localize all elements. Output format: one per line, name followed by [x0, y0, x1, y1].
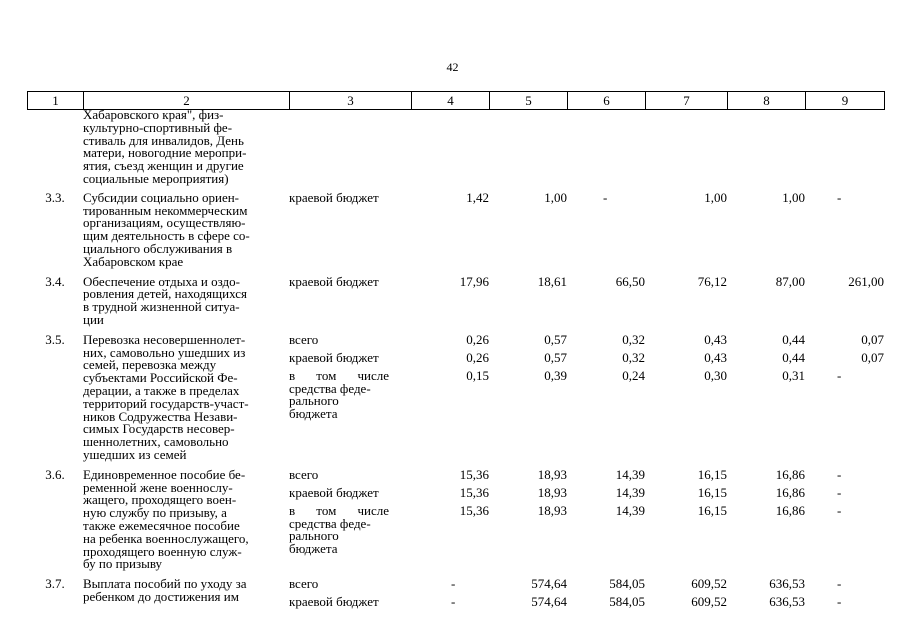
row-description [83, 109, 289, 186]
header-col-4: 4 [412, 92, 490, 110]
cell-value: 609,52 [691, 594, 727, 610]
cell-value: 1,42 [466, 189, 489, 205]
description-line: в трудной жизненной ситуа- [83, 299, 240, 315]
row-description [83, 273, 289, 327]
cell-value: 0,57 [544, 349, 567, 365]
cell-value: 0,26 [466, 331, 489, 347]
cell-value: - [451, 594, 456, 610]
cell-value: - [837, 594, 842, 610]
description-line: ребенком до достижения им [83, 588, 239, 604]
cell-value: 0,32 [622, 331, 645, 347]
description-line: ников Содружества Незави- [83, 408, 238, 424]
header-col-9: 9 [806, 92, 885, 110]
federal-label-line: бюджета [289, 406, 338, 422]
description-line: ушедших из семей [83, 446, 187, 462]
cell-value: 0,44 [782, 349, 805, 365]
row-number: 3.5. [45, 331, 65, 347]
description-line: территорий государств-участ- [83, 395, 249, 411]
value-col-6 [567, 331, 645, 462]
source-label: всего [289, 576, 319, 592]
source-label: краевой бюджет [289, 189, 379, 205]
cell-value: 584,05 [609, 594, 645, 610]
value-col-4 [411, 466, 489, 571]
cell-value: 574,64 [531, 576, 567, 592]
cell-value: - [451, 576, 456, 592]
value-col-4 [411, 189, 489, 269]
cell-value: 16,86 [775, 466, 805, 482]
description-line: ции [83, 311, 104, 327]
value-col-6 [567, 189, 645, 269]
funding-source [289, 273, 411, 327]
description-line: ровления детей, находящихся [83, 286, 247, 302]
value-col-5 [489, 189, 567, 269]
cell-value: 76,12 [697, 273, 727, 289]
cell-value: 14,39 [615, 466, 645, 482]
description-line: циального обслуживания в [83, 240, 233, 256]
page-number: 42 [446, 60, 459, 74]
federal-label-line: в том числе [289, 367, 389, 383]
header-col-5: 5 [490, 92, 568, 110]
value-col-8 [727, 578, 805, 614]
federal-label-line: средства феде- [289, 380, 371, 396]
value-col-7 [645, 331, 727, 462]
table-row [27, 334, 884, 462]
cell-value: 18,93 [537, 484, 567, 500]
value-col-5 [489, 331, 567, 462]
cell-value: - [837, 484, 842, 500]
cell-value: 609,52 [691, 576, 727, 592]
value-col-4 [411, 273, 489, 327]
cell-value: - [837, 367, 842, 383]
description-line: щим деятельность в сфере со- [83, 228, 250, 244]
value-col-7 [645, 273, 727, 327]
description-line: Обеспечение отдыха и оздо- [83, 273, 240, 289]
cell-value: 18,93 [537, 502, 567, 518]
row-number: 3.3. [45, 189, 65, 205]
header-col-6: 6 [568, 92, 646, 110]
cell-value: 0,57 [544, 331, 567, 347]
cell-value: - [603, 189, 608, 205]
federal-label-line: в том числе [289, 502, 389, 518]
description-line: организациям, осуществляю- [83, 215, 246, 231]
cell-value: 15,36 [459, 502, 489, 518]
cell-value: 261,00 [848, 273, 884, 289]
cell-value: 0,43 [704, 331, 727, 347]
cell-value: 16,15 [697, 484, 727, 500]
cell-value: - [837, 576, 842, 592]
value-col-6 [567, 109, 645, 186]
table-row [27, 192, 884, 269]
federal-label-line: рального [289, 393, 339, 409]
cell-value: 87,00 [775, 273, 805, 289]
value-col-8 [727, 189, 805, 269]
value-col-5 [489, 578, 567, 614]
description-line: симых Государств несовер- [83, 421, 235, 437]
cell-value: 0,26 [466, 349, 489, 365]
header-col-8: 8 [728, 92, 806, 110]
cell-value: 1,00 [704, 189, 727, 205]
description-line: проходящего военную служ- [83, 543, 242, 559]
table-row [27, 578, 884, 614]
value-col-8 [727, 331, 805, 462]
cell-value: 66,50 [615, 273, 645, 289]
cell-value: 636,53 [769, 576, 805, 592]
header-col-7: 7 [646, 92, 728, 110]
value-col-7 [645, 466, 727, 571]
cell-value: 0,15 [466, 367, 489, 383]
funding-source [289, 189, 411, 269]
federal-label-line: рального [289, 528, 339, 544]
cell-value: 17,96 [459, 273, 489, 289]
header-col-1: 1 [28, 92, 84, 110]
cell-value: - [837, 502, 842, 518]
cell-value: 0,07 [861, 331, 884, 347]
description-line: Хабаровском крае [83, 253, 184, 269]
description-line: на ребенка военнослужащего, [83, 530, 249, 546]
value-col-7 [645, 189, 727, 269]
description-line: Субсидии социально ориен- [83, 189, 239, 205]
value-col-9 [805, 109, 884, 186]
source-label: всего [289, 466, 319, 482]
source-label: всего [289, 331, 319, 347]
value-col-6 [567, 578, 645, 614]
federal-label-line: бюджета [289, 541, 338, 557]
value-col-8 [727, 466, 805, 571]
description-line: социальные мероприятия) [83, 170, 229, 186]
cell-value: 636,53 [769, 594, 805, 610]
cell-value: 0,32 [622, 349, 645, 365]
federal-source-label-visual [289, 367, 411, 422]
cell-value: 15,36 [459, 466, 489, 482]
value-col-7 [645, 578, 727, 614]
value-col-9 [805, 466, 884, 571]
description-line: ную службу по призыву, а [83, 505, 227, 521]
source-label: краевой бюджет [289, 273, 379, 289]
description-line: Перевозка несовершеннолет- [83, 331, 246, 347]
value-col-5 [489, 466, 567, 571]
description-line: Хабаровского края", физ- [83, 107, 224, 122]
cell-value: 0,43 [704, 349, 727, 365]
cell-value: 14,39 [615, 484, 645, 500]
cell-value: 1,00 [544, 189, 567, 205]
row-description [83, 466, 289, 572]
value-col-9 [805, 578, 884, 614]
value-col-8 [727, 109, 805, 186]
value-col-5 [489, 109, 567, 186]
header-col-3: 3 [290, 92, 412, 110]
value-col-9 [805, 273, 884, 327]
value-col-4 [411, 109, 489, 186]
value-col-8 [727, 273, 805, 327]
cell-value: 16,15 [697, 466, 727, 482]
cell-value: 14,39 [615, 502, 645, 518]
value-col-4 [411, 331, 489, 462]
row-description [83, 578, 289, 614]
federal-label-line: средства феде- [289, 515, 371, 531]
row-number [27, 109, 83, 186]
description-line: стиваль для инвалидов, День [83, 132, 244, 148]
cell-value: - [837, 189, 842, 205]
description-line: культурно-спортивный фе- [83, 119, 233, 135]
cell-value: 0,31 [782, 367, 805, 383]
table-row [27, 276, 884, 327]
value-col-7 [645, 109, 727, 186]
data-table [27, 109, 884, 614]
row-number: 3.6. [45, 466, 65, 482]
table-row [27, 109, 884, 186]
description-line: них, самовольно ушедших из [83, 344, 246, 360]
description-line: семей, перевозка между [83, 357, 217, 373]
source-label: краевой бюджет [289, 484, 379, 500]
description-line: также ежемесячное пособие [83, 517, 240, 533]
cell-value: 0,07 [861, 349, 884, 365]
row-description [83, 331, 289, 462]
funding-source [289, 109, 411, 186]
cell-value: 574,64 [531, 594, 567, 610]
cell-value: 16,86 [775, 502, 805, 518]
cell-value: 584,05 [609, 576, 645, 592]
cell-value: 1,00 [782, 189, 805, 205]
cell-value: 18,61 [537, 273, 567, 289]
description-line: Выплата пособий по уходу за [83, 576, 247, 592]
value-col-4 [411, 578, 489, 614]
cell-value: 15,36 [459, 484, 489, 500]
cell-value: 0,30 [704, 367, 727, 383]
cell-value: 0,24 [622, 367, 645, 383]
table-row [27, 469, 884, 571]
value-col-9 [805, 189, 884, 269]
value-col-5 [489, 273, 567, 327]
description-line: Единовременное пособие бе- [83, 466, 246, 482]
description-line: дерации, а также в пределах [83, 382, 240, 398]
description-line: ременной жене военнослу- [83, 479, 233, 495]
header-col-2: 2 [84, 92, 290, 110]
description-line: субъектами Российской Фе- [83, 370, 238, 386]
source-label: краевой бюджет [289, 349, 379, 365]
row-number: 3.4. [45, 273, 65, 289]
description-line: матери, новогодние меропри- [83, 145, 247, 161]
row-number: 3.7. [45, 576, 65, 592]
description-line: тированным некоммерческим [83, 202, 248, 218]
funding-source [289, 331, 411, 462]
cell-value: - [837, 466, 842, 482]
row-description [83, 189, 289, 269]
federal-source-label-visual [289, 502, 411, 557]
value-col-6 [567, 273, 645, 327]
description-line: ятия, съезд женщин и другие [83, 158, 244, 174]
cell-value: 18,93 [537, 466, 567, 482]
funding-source [289, 466, 411, 571]
cell-value: 16,15 [697, 502, 727, 518]
cell-value: 0,44 [782, 331, 805, 347]
source-label: краевой бюджет [289, 594, 379, 610]
value-col-6 [567, 466, 645, 571]
description-line: бу по призыву [83, 556, 163, 572]
value-col-9 [805, 331, 884, 462]
description-line: шеннолетних, самовольно [83, 434, 229, 450]
cell-value: 0,39 [544, 367, 567, 383]
cell-value: 16,86 [775, 484, 805, 500]
funding-source [289, 578, 411, 614]
description-line: жащего, проходящего воен- [83, 492, 237, 508]
